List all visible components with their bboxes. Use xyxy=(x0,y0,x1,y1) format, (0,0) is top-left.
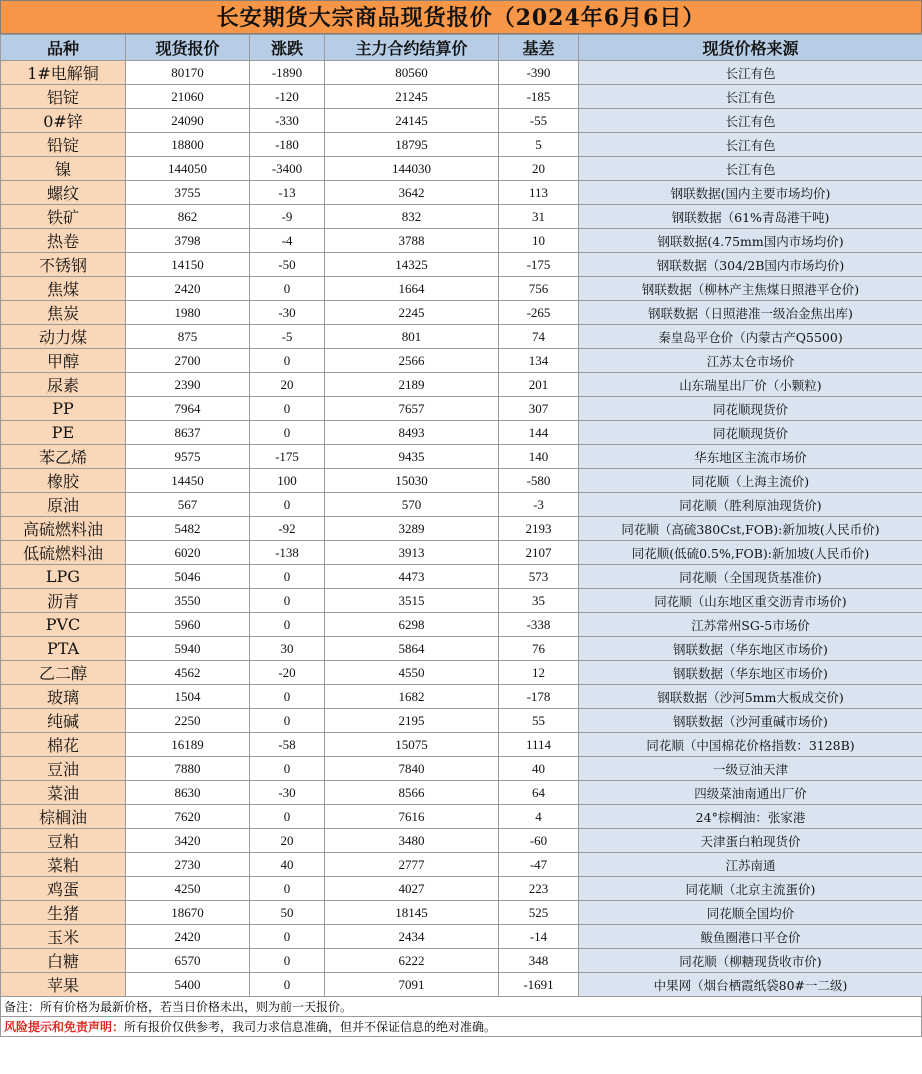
commodity-cell: 镍 xyxy=(1,157,126,181)
change-cell: 0 xyxy=(250,421,325,445)
table-row xyxy=(1,901,922,925)
spot-price-cell: 862 xyxy=(126,205,250,229)
change-cell: 0 xyxy=(250,805,325,829)
settlement-price-cell: 6298 xyxy=(325,613,499,637)
commodity-cell: 高硫燃料油 xyxy=(1,517,126,541)
basis-cell: 55 xyxy=(499,709,579,733)
spot-price-cell: 80170 xyxy=(126,61,250,85)
table-row xyxy=(1,949,922,973)
price-source-cell: 同花顺（中国棉花价格指数：3128B) xyxy=(579,733,922,757)
table-row xyxy=(1,397,922,421)
table-row xyxy=(1,757,922,781)
price-source-cell: 钢联数据（日照港准一级冶金焦出库) xyxy=(579,301,922,325)
table-row xyxy=(1,613,922,637)
spot-price-cell: 5482 xyxy=(126,517,250,541)
basis-cell: 76 xyxy=(499,637,579,661)
spot-price-cell: 4250 xyxy=(126,877,250,901)
settlement-price-cell: 3480 xyxy=(325,829,499,853)
spot-price-cell: 3798 xyxy=(126,229,250,253)
settlement-price-cell: 9435 xyxy=(325,445,499,469)
basis-cell: 2193 xyxy=(499,517,579,541)
change-cell: 20 xyxy=(250,829,325,853)
commodity-cell: 橡胶 xyxy=(1,469,126,493)
price-source-cell: 长江有色 xyxy=(579,85,922,109)
basis-cell: 64 xyxy=(499,781,579,805)
table-row xyxy=(1,253,922,277)
table-row xyxy=(1,781,922,805)
commodity-cell: 纯碱 xyxy=(1,709,126,733)
spot-price-cell: 21060 xyxy=(126,85,250,109)
change-cell: -180 xyxy=(250,133,325,157)
table-row xyxy=(1,277,922,301)
change-cell: 0 xyxy=(250,349,325,373)
table-row xyxy=(1,637,922,661)
commodity-cell: 生猪 xyxy=(1,901,126,925)
basis-cell: -14 xyxy=(499,925,579,949)
settlement-price-cell: 18145 xyxy=(325,901,499,925)
price-source-cell: 钢联数据（61%青岛港干吨) xyxy=(579,205,922,229)
basis-cell: 144 xyxy=(499,421,579,445)
change-cell: 0 xyxy=(250,709,325,733)
settlement-price-cell: 2434 xyxy=(325,925,499,949)
disclaimer-label: 风险提示和免责声明： xyxy=(4,1020,125,1034)
header-commodity: 品种 xyxy=(1,35,126,61)
price-source-cell: 长江有色 xyxy=(579,61,922,85)
change-cell: 0 xyxy=(250,685,325,709)
table-row xyxy=(1,109,922,133)
commodity-cell: 玉米 xyxy=(1,925,126,949)
settlement-price-cell: 3913 xyxy=(325,541,499,565)
spot-price-cell: 2730 xyxy=(126,853,250,877)
spot-price-cell: 5046 xyxy=(126,565,250,589)
commodity-cell: 不锈钢 xyxy=(1,253,126,277)
basis-cell: 113 xyxy=(499,181,579,205)
table-row xyxy=(1,373,922,397)
settlement-price-cell: 2566 xyxy=(325,349,499,373)
settlement-price-cell: 7657 xyxy=(325,397,499,421)
change-cell: -30 xyxy=(250,301,325,325)
basis-cell: -55 xyxy=(499,109,579,133)
change-cell: 0 xyxy=(250,973,325,997)
change-cell: -58 xyxy=(250,733,325,757)
price-source-cell: 钢联数据(4.75mm国内市场均价) xyxy=(579,229,922,253)
table-row xyxy=(1,301,922,325)
table-row xyxy=(1,829,922,853)
spot-price-cell: 6570 xyxy=(126,949,250,973)
settlement-price-cell: 4550 xyxy=(325,661,499,685)
basis-cell: -178 xyxy=(499,685,579,709)
table-row xyxy=(1,589,922,613)
price-source-cell: 四级菜油南通出厂价 xyxy=(579,781,922,805)
spot-price-cell: 14450 xyxy=(126,469,250,493)
settlement-price-cell: 1664 xyxy=(325,277,499,301)
commodity-cell: 低硫燃料油 xyxy=(1,541,126,565)
price-source-cell: 同花顺现货价 xyxy=(579,421,922,445)
basis-cell: 348 xyxy=(499,949,579,973)
commodity-cell: 螺纹 xyxy=(1,181,126,205)
table-row xyxy=(1,469,922,493)
sheet-title: 长安期货大宗商品现货报价（2024年6月6日） xyxy=(0,0,922,34)
basis-cell: 525 xyxy=(499,901,579,925)
settlement-price-cell: 3289 xyxy=(325,517,499,541)
price-source-cell: 钢联数据(国内主要市场均价) xyxy=(579,181,922,205)
settlement-price-cell: 2195 xyxy=(325,709,499,733)
price-source-cell: 江苏太仓市场价 xyxy=(579,349,922,373)
commodity-cell: PE xyxy=(1,421,126,445)
settlement-price-cell: 2189 xyxy=(325,373,499,397)
spot-price-cell: 16189 xyxy=(126,733,250,757)
table-row xyxy=(1,733,922,757)
commodity-cell: 动力煤 xyxy=(1,325,126,349)
table-row xyxy=(1,181,922,205)
change-cell: -330 xyxy=(250,109,325,133)
change-cell: 0 xyxy=(250,493,325,517)
price-source-cell: 同花顺（柳糖现货收市价) xyxy=(579,949,922,973)
basis-cell: -1691 xyxy=(499,973,579,997)
basis-cell: 74 xyxy=(499,325,579,349)
spot-price-cell: 18670 xyxy=(126,901,250,925)
table-row xyxy=(1,205,922,229)
commodity-cell: 1#电解铜 xyxy=(1,61,126,85)
table-row xyxy=(1,229,922,253)
price-table xyxy=(0,34,922,997)
disclaimer xyxy=(0,1017,922,1037)
price-source-cell: 同花顺（北京主流蛋价) xyxy=(579,877,922,901)
price-source-cell: 山东瑞星出厂价（小颗粒) xyxy=(579,373,922,397)
basis-cell: 40 xyxy=(499,757,579,781)
change-cell: -3400 xyxy=(250,157,325,181)
basis-cell: 2107 xyxy=(499,541,579,565)
commodity-cell: 焦煤 xyxy=(1,277,126,301)
commodity-cell: 苯乙烯 xyxy=(1,445,126,469)
change-cell: -120 xyxy=(250,85,325,109)
price-source-cell: 华东地区主流市场价 xyxy=(579,445,922,469)
basis-cell: 10 xyxy=(499,229,579,253)
settlement-price-cell: 14325 xyxy=(325,253,499,277)
commodity-cell: 棕榈油 xyxy=(1,805,126,829)
header-spot-price: 现货报价 xyxy=(126,35,250,61)
table-row xyxy=(1,325,922,349)
table-row xyxy=(1,925,922,949)
settlement-price-cell: 24145 xyxy=(325,109,499,133)
price-source-cell: 24°棕榈油：张家港 xyxy=(579,805,922,829)
change-cell: 100 xyxy=(250,469,325,493)
commodity-cell: 尿素 xyxy=(1,373,126,397)
disclaimer-text: 所有报价仅供参考，我司力求信息准确，但并不保证信息的绝对准确。 xyxy=(124,1020,497,1034)
commodity-cell: 沥青 xyxy=(1,589,126,613)
change-cell: 0 xyxy=(250,397,325,421)
settlement-price-cell: 7091 xyxy=(325,973,499,997)
commodity-cell: 玻璃 xyxy=(1,685,126,709)
table-row xyxy=(1,877,922,901)
basis-cell: 223 xyxy=(499,877,579,901)
settlement-price-cell: 7840 xyxy=(325,757,499,781)
settlement-price-cell: 1682 xyxy=(325,685,499,709)
table-row xyxy=(1,565,922,589)
settlement-price-cell: 2777 xyxy=(325,853,499,877)
price-source-cell: 天津蛋白粕现货价 xyxy=(579,829,922,853)
basis-cell: 573 xyxy=(499,565,579,589)
settlement-price-cell: 6222 xyxy=(325,949,499,973)
table-row xyxy=(1,157,922,181)
spot-price-cell: 2390 xyxy=(126,373,250,397)
change-cell: 0 xyxy=(250,565,325,589)
settlement-price-cell: 5864 xyxy=(325,637,499,661)
spot-price-cell: 2420 xyxy=(126,925,250,949)
change-cell: 0 xyxy=(250,949,325,973)
price-source-cell: 钢联数据（304/2B国内市场均价) xyxy=(579,253,922,277)
basis-cell: -47 xyxy=(499,853,579,877)
commodity-cell: PTA xyxy=(1,637,126,661)
change-cell: 0 xyxy=(250,877,325,901)
basis-cell: -390 xyxy=(499,61,579,85)
settlement-price-cell: 832 xyxy=(325,205,499,229)
settlement-price-cell: 4473 xyxy=(325,565,499,589)
price-source-cell: 钢联数据（华东地区市场价) xyxy=(579,637,922,661)
price-source-cell: 同花顺（山东地区重交沥青市场价) xyxy=(579,589,922,613)
header-row xyxy=(1,35,922,61)
spot-price-cell: 5960 xyxy=(126,613,250,637)
table-row xyxy=(1,421,922,445)
change-cell: 30 xyxy=(250,637,325,661)
settlement-price-cell: 21245 xyxy=(325,85,499,109)
spot-price-cell: 2700 xyxy=(126,349,250,373)
commodity-cell: 铅锭 xyxy=(1,133,126,157)
spot-price-cell: 14150 xyxy=(126,253,250,277)
commodity-cell: 热卷 xyxy=(1,229,126,253)
spot-price-cell: 6020 xyxy=(126,541,250,565)
table-row xyxy=(1,349,922,373)
spot-price-cell: 18800 xyxy=(126,133,250,157)
settlement-price-cell: 3642 xyxy=(325,181,499,205)
settlement-price-cell: 15075 xyxy=(325,733,499,757)
change-cell: 0 xyxy=(250,925,325,949)
settlement-price-cell: 80560 xyxy=(325,61,499,85)
header-settlement-price: 主力合约结算价 xyxy=(325,35,499,61)
spot-price-cell: 24090 xyxy=(126,109,250,133)
commodity-cell: 苹果 xyxy=(1,973,126,997)
settlement-price-cell: 8493 xyxy=(325,421,499,445)
spot-price-cell: 1504 xyxy=(126,685,250,709)
settlement-price-cell: 801 xyxy=(325,325,499,349)
spot-price-cell: 5940 xyxy=(126,637,250,661)
table-row xyxy=(1,973,922,997)
commodity-cell: 乙二醇 xyxy=(1,661,126,685)
change-cell: 40 xyxy=(250,853,325,877)
spot-price-cell: 3420 xyxy=(126,829,250,853)
basis-cell: -175 xyxy=(499,253,579,277)
spot-price-cell: 875 xyxy=(126,325,250,349)
spot-price-cell: 3755 xyxy=(126,181,250,205)
spot-price-cell: 2420 xyxy=(126,277,250,301)
settlement-price-cell: 3788 xyxy=(325,229,499,253)
commodity-cell: 豆粕 xyxy=(1,829,126,853)
table-row xyxy=(1,493,922,517)
price-source-cell: 江苏南通 xyxy=(579,853,922,877)
commodity-cell: 豆油 xyxy=(1,757,126,781)
table-row xyxy=(1,541,922,565)
commodity-cell: PVC xyxy=(1,613,126,637)
price-source-cell: 江苏常州SG-5市场价 xyxy=(579,613,922,637)
spot-price-cell: 3550 xyxy=(126,589,250,613)
header-change: 涨跌 xyxy=(250,35,325,61)
price-source-cell: 同花顺（上海主流价) xyxy=(579,469,922,493)
spot-price-cell: 144050 xyxy=(126,157,250,181)
commodity-cell: 铁矿 xyxy=(1,205,126,229)
basis-cell: 140 xyxy=(499,445,579,469)
price-source-cell: 中果网（烟台栖霞纸袋80#一二级) xyxy=(579,973,922,997)
commodity-cell: 原油 xyxy=(1,493,126,517)
commodity-cell: 白糖 xyxy=(1,949,126,973)
basis-cell: -60 xyxy=(499,829,579,853)
spot-price-cell: 1980 xyxy=(126,301,250,325)
price-source-cell: 同花顺（高硫380Cst,FOB):新加坡(人民币价) xyxy=(579,517,922,541)
price-source-cell: 同花顺（全国现货基准价) xyxy=(579,565,922,589)
basis-cell: 307 xyxy=(499,397,579,421)
table-row xyxy=(1,517,922,541)
basis-cell: 201 xyxy=(499,373,579,397)
footnote: 备注：所有价格为最新价格，若当日价格未出，则为前一天报价。 xyxy=(0,997,922,1017)
basis-cell: 4 xyxy=(499,805,579,829)
price-source-cell: 同花顺现货价 xyxy=(579,397,922,421)
commodity-cell: 甲醇 xyxy=(1,349,126,373)
commodity-cell: 菜粕 xyxy=(1,853,126,877)
table-row xyxy=(1,445,922,469)
settlement-price-cell: 8566 xyxy=(325,781,499,805)
price-source-cell: 同花顺(低硫0.5%,FOB):新加坡(人民币价) xyxy=(579,541,922,565)
basis-cell: 134 xyxy=(499,349,579,373)
change-cell: 50 xyxy=(250,901,325,925)
table-row xyxy=(1,133,922,157)
change-cell: 0 xyxy=(250,277,325,301)
price-source-cell: 同花顺全国均价 xyxy=(579,901,922,925)
price-source-cell: 长江有色 xyxy=(579,157,922,181)
table-row xyxy=(1,661,922,685)
price-source-cell: 钢联数据（沙河5mm大板成交价) xyxy=(579,685,922,709)
basis-cell: 5 xyxy=(499,133,579,157)
change-cell: -175 xyxy=(250,445,325,469)
price-source-cell: 钢联数据（沙河重碱市场价) xyxy=(579,709,922,733)
settlement-price-cell: 18795 xyxy=(325,133,499,157)
price-source-cell: 长江有色 xyxy=(579,109,922,133)
change-cell: -50 xyxy=(250,253,325,277)
settlement-price-cell: 144030 xyxy=(325,157,499,181)
basis-cell: -265 xyxy=(499,301,579,325)
basis-cell: 35 xyxy=(499,589,579,613)
commodity-cell: 菜油 xyxy=(1,781,126,805)
change-cell: -9 xyxy=(250,205,325,229)
settlement-price-cell: 2245 xyxy=(325,301,499,325)
spot-price-cell: 7880 xyxy=(126,757,250,781)
price-source-cell: 同花顺（胜利原油现货价) xyxy=(579,493,922,517)
table-row xyxy=(1,685,922,709)
commodity-cell: 鸡蛋 xyxy=(1,877,126,901)
basis-cell: -580 xyxy=(499,469,579,493)
settlement-price-cell: 4027 xyxy=(325,877,499,901)
spot-price-cell: 4562 xyxy=(126,661,250,685)
change-cell: 0 xyxy=(250,589,325,613)
spot-price-cell: 8630 xyxy=(126,781,250,805)
commodity-cell: 铝锭 xyxy=(1,85,126,109)
commodity-cell: 棉花 xyxy=(1,733,126,757)
price-source-cell: 长江有色 xyxy=(579,133,922,157)
header-basis: 基差 xyxy=(499,35,579,61)
header-price-source: 现货价格来源 xyxy=(579,35,922,61)
change-cell: 0 xyxy=(250,757,325,781)
settlement-price-cell: 570 xyxy=(325,493,499,517)
commodity-cell: LPG xyxy=(1,565,126,589)
basis-cell: 1114 xyxy=(499,733,579,757)
commodity-cell: 0#锌 xyxy=(1,109,126,133)
basis-cell: 20 xyxy=(499,157,579,181)
change-cell: -4 xyxy=(250,229,325,253)
basis-cell: 12 xyxy=(499,661,579,685)
change-cell: -20 xyxy=(250,661,325,685)
spot-price-cell: 567 xyxy=(126,493,250,517)
change-cell: -138 xyxy=(250,541,325,565)
spot-price-cell: 8637 xyxy=(126,421,250,445)
table-body xyxy=(1,61,922,997)
change-cell: 20 xyxy=(250,373,325,397)
price-source-cell: 一级豆油天津 xyxy=(579,757,922,781)
settlement-price-cell: 15030 xyxy=(325,469,499,493)
spot-price-cell: 2250 xyxy=(126,709,250,733)
price-source-cell: 钢联数据（柳林产主焦煤日照港平仓价) xyxy=(579,277,922,301)
spot-price-cell: 7620 xyxy=(126,805,250,829)
basis-cell: -338 xyxy=(499,613,579,637)
commodity-cell: PP xyxy=(1,397,126,421)
commodity-cell: 焦炭 xyxy=(1,301,126,325)
change-cell: 0 xyxy=(250,613,325,637)
spot-price-cell: 9575 xyxy=(126,445,250,469)
spot-price-cell: 5400 xyxy=(126,973,250,997)
table-row xyxy=(1,61,922,85)
change-cell: -1890 xyxy=(250,61,325,85)
settlement-price-cell: 7616 xyxy=(325,805,499,829)
price-source-cell: 秦皇岛平仓价（内蒙古产Q5500) xyxy=(579,325,922,349)
change-cell: -5 xyxy=(250,325,325,349)
table-row xyxy=(1,853,922,877)
basis-cell: -3 xyxy=(499,493,579,517)
basis-cell: -185 xyxy=(499,85,579,109)
table-row xyxy=(1,805,922,829)
price-source-cell: 鲅鱼圈港口平仓价 xyxy=(579,925,922,949)
change-cell: -92 xyxy=(250,517,325,541)
table-row xyxy=(1,709,922,733)
settlement-price-cell: 3515 xyxy=(325,589,499,613)
price-source-cell: 钢联数据（华东地区市场价) xyxy=(579,661,922,685)
spot-price-cell: 7964 xyxy=(126,397,250,421)
change-cell: -30 xyxy=(250,781,325,805)
table-row xyxy=(1,85,922,109)
basis-cell: 31 xyxy=(499,205,579,229)
basis-cell: 756 xyxy=(499,277,579,301)
change-cell: -13 xyxy=(250,181,325,205)
